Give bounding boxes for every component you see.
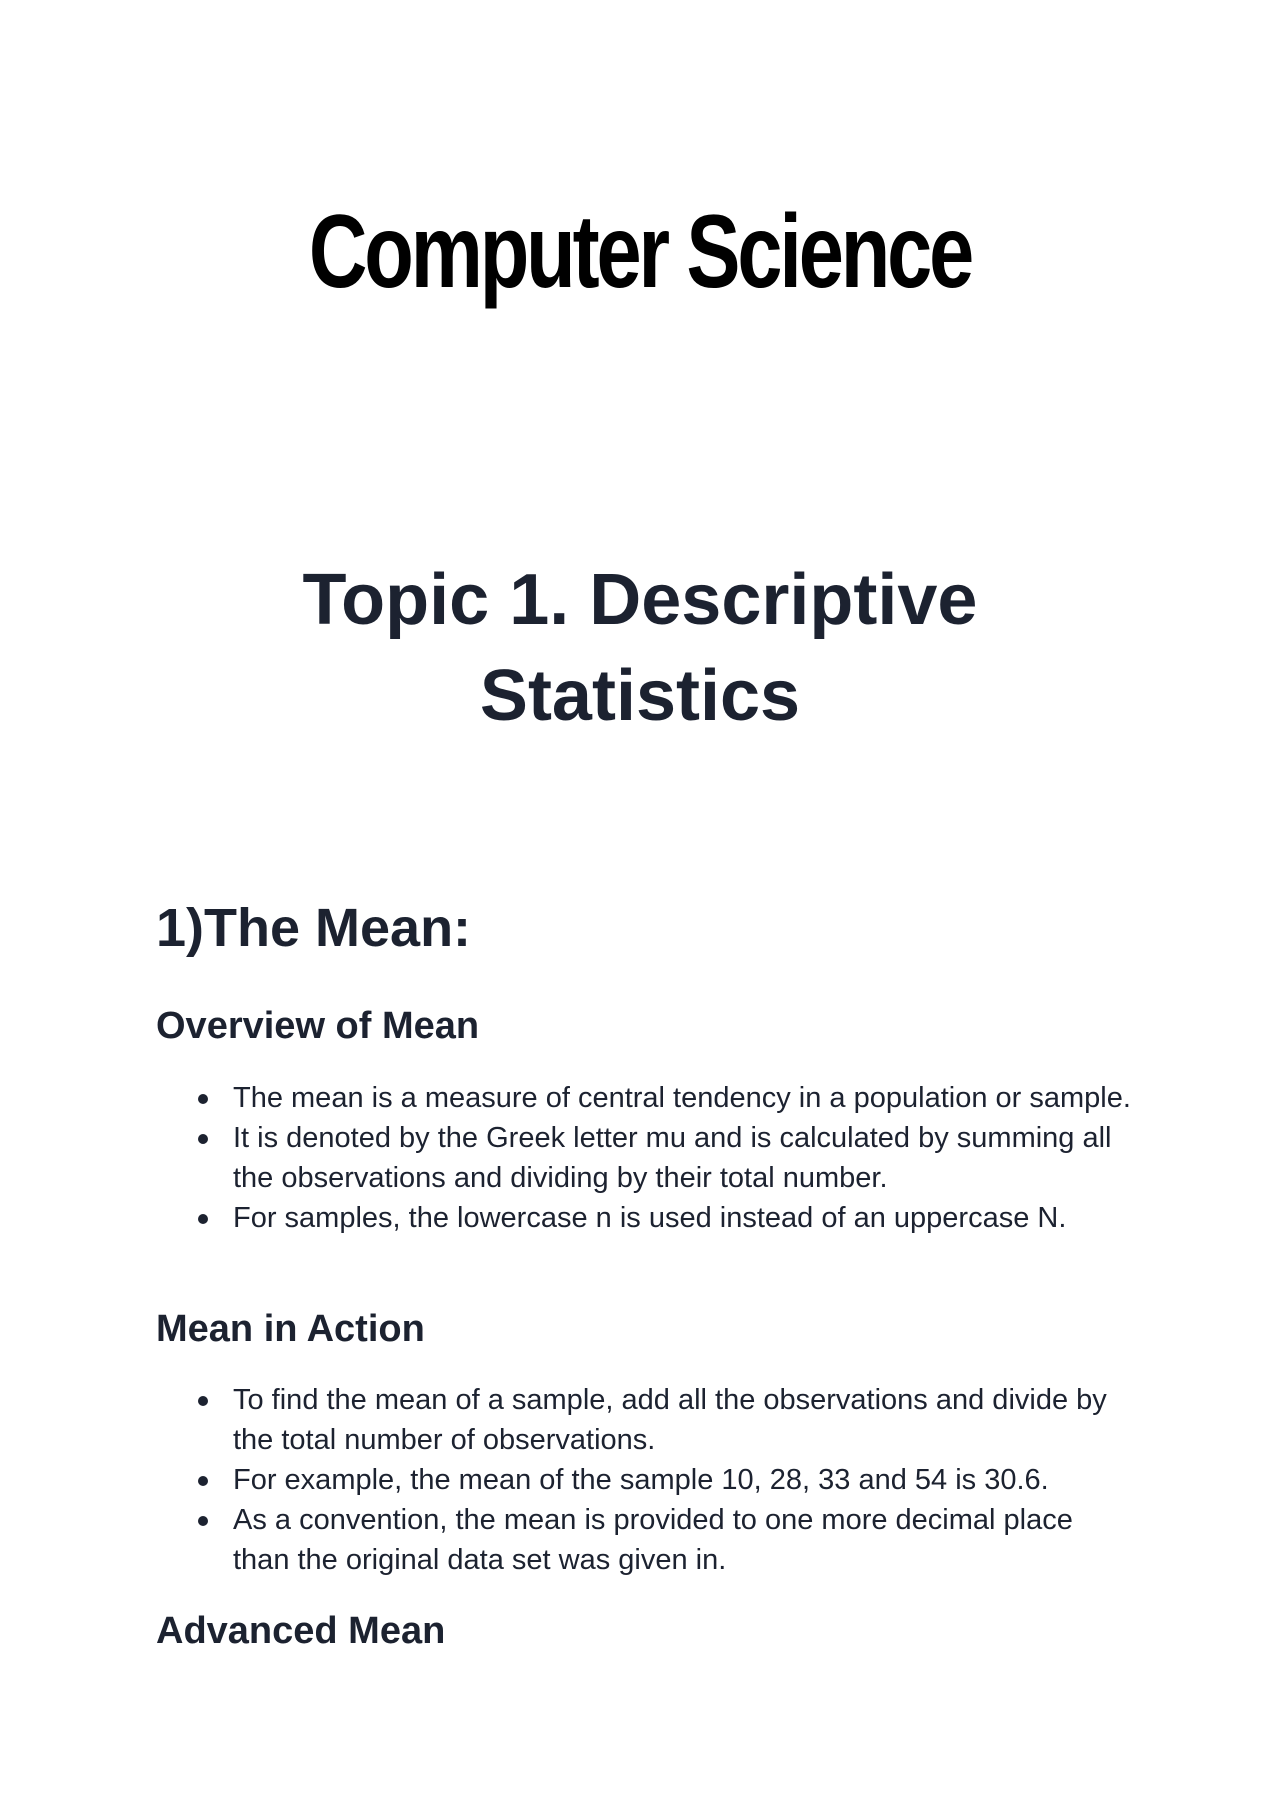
list-item-text: For samples, the lowercase n is used instead of an uppercase N. bbox=[233, 1202, 1067, 1234]
document-title: Computer Science bbox=[308, 194, 972, 310]
subsection-title-overview: Overview of Mean bbox=[156, 1005, 480, 1047]
list-item bbox=[156, 1460, 1136, 1500]
bullet-dot-icon bbox=[198, 1476, 208, 1486]
bullet-dot-icon bbox=[198, 1516, 208, 1526]
subsection-title-advanced-mean: Advanced Mean bbox=[156, 1610, 446, 1652]
bullet-list-mean-in-action bbox=[156, 1380, 1136, 1580]
topic-title: Topic 1. Descriptive Statistics bbox=[302, 560, 978, 736]
bullet-list-overview bbox=[156, 1078, 1136, 1238]
list-item bbox=[156, 1078, 1136, 1118]
list-item-text: As a convention, the mean is provided to one more decimal place than the original data set was given in. bbox=[233, 1504, 1073, 1576]
bullet-dot-icon bbox=[198, 1214, 208, 1224]
subsection-title-mean-in-action: Mean in Action bbox=[156, 1308, 425, 1350]
list-item-text: It is denoted by the Greek letter mu and is calculated by summing all the observations and dividing by their total number. bbox=[233, 1122, 1112, 1194]
list-item bbox=[156, 1500, 1136, 1580]
bullet-dot-icon bbox=[198, 1094, 208, 1104]
list-item-text: For example, the mean of the sample 10, 28, 33 and 54 is 30.6. bbox=[233, 1464, 1049, 1496]
bullet-dot-icon bbox=[198, 1134, 208, 1144]
list-item-text: To find the mean of a sample, add all the observations and divide by the total number of observations. bbox=[233, 1384, 1107, 1456]
section-title-mean: 1)The Mean: bbox=[156, 898, 472, 958]
list-item-text: The mean is a measure of central tendency in a population or sample. bbox=[233, 1082, 1131, 1114]
list-item bbox=[156, 1118, 1136, 1198]
bullet-dot-icon bbox=[198, 1396, 208, 1406]
list-item bbox=[156, 1380, 1136, 1460]
list-item bbox=[156, 1198, 1136, 1238]
